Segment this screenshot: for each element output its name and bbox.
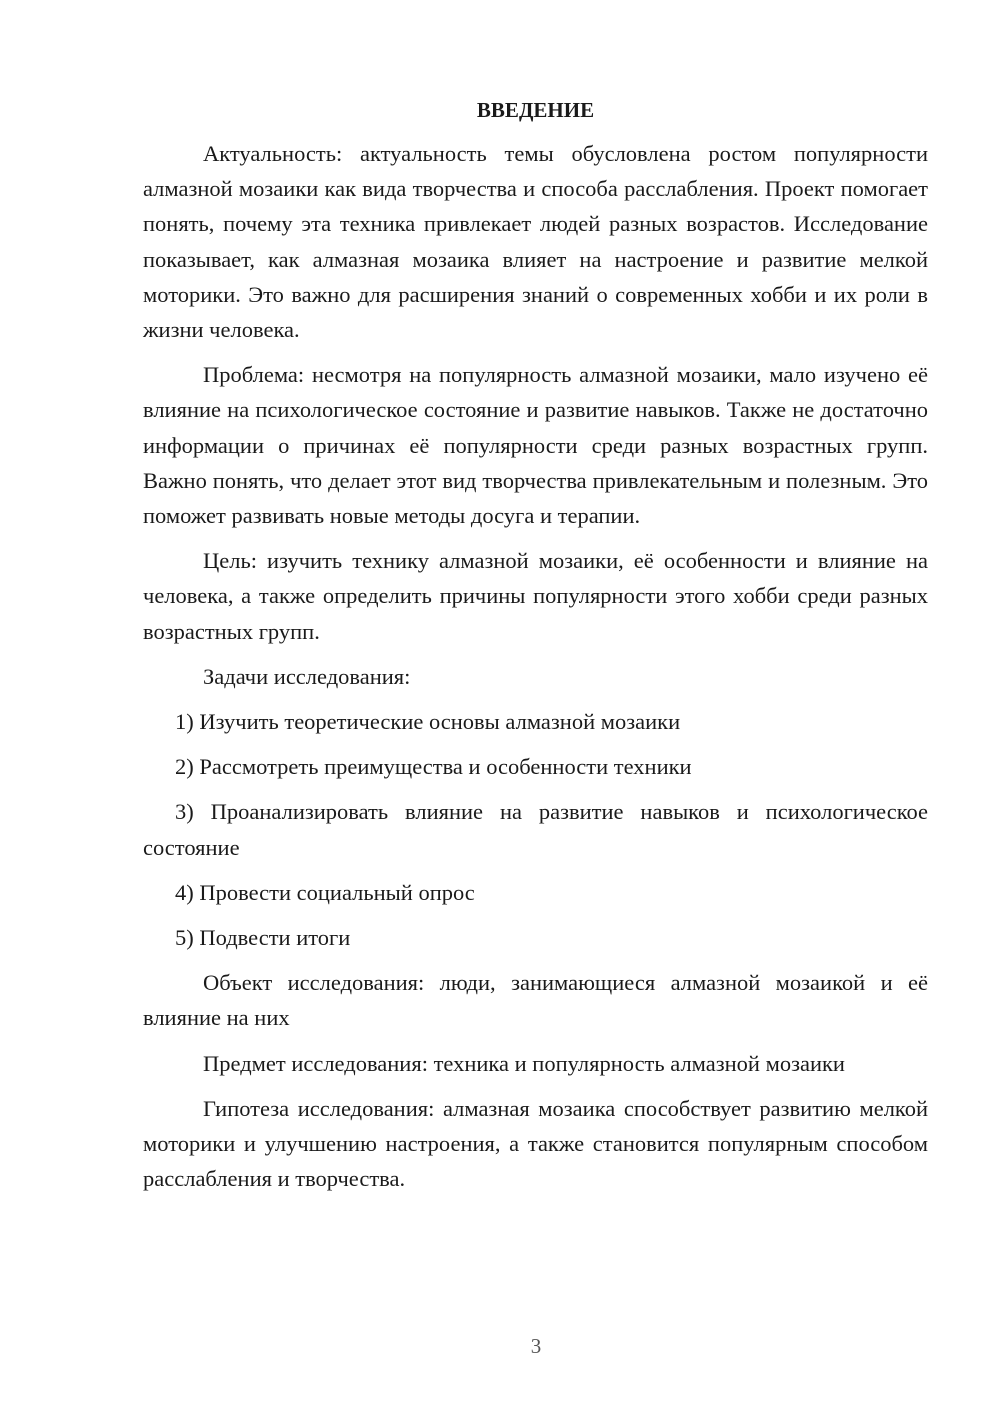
page-title: ВВЕДЕНИЕ <box>476 98 595 122</box>
page-number: 3 <box>530 1334 542 1358</box>
paragraph-object: Объект исследования: люди, занимающиеся алмазной мозаикой и её влияние на них <box>143 970 928 1031</box>
task-item-4: 4) Провести социальный опрос <box>175 879 475 905</box>
tasks-heading: Задачи исследования: <box>203 663 411 689</box>
paragraph-subject: Предмет исследования: техника и популярность алмазной мозаики <box>203 1050 845 1076</box>
paragraph-hypothesis: Гипотеза исследования: алмазная мозаика способствует развитию мелкой моторики и улучшению настроения, а также становится популярным способом расслабления и творчества. <box>143 1095 928 1192</box>
task-item-3: 3) Проанализировать влияние на развитие навыков и психологическое состояние <box>143 799 928 860</box>
task-item-1: 1) Изучить теоретические основы алмазной мозаики <box>175 709 681 735</box>
paragraph-relevance: Актуальность: актуальность темы обусловлена ростом популярности алмазной мозаики как вида творчества и способа расслабления. Проект помогает понять, почему эта техника привлекает людей разных возрастов. Исследование показывает, как алмазная мозаика влияет на настроение и развитие мелкой моторики. Это важно для расширения знаний о современных хобби и их роли в жизни человека. <box>143 141 928 343</box>
paragraph-goal: Цель: изучить технику алмазной мозаики, её особенности и влияние на человека, а также определить причины популярности этого хобби среди разных возрастных групп. <box>143 548 928 644</box>
paragraph-problem: Проблема: несмотря на популярность алмазной мозаики, мало изучено её влияние на психологическое состояние и развитие навыков. Также не достаточно информации о причинах её популярности среди разных возрастных групп. Важно понять, что делает этот вид творчества привлекательным и полезным. Это поможет развивать новые методы досуга и терапии. <box>143 362 928 529</box>
tasks-list <box>143 704 928 955</box>
task-item-5: 5) Подвести итоги <box>175 925 351 951</box>
task-item-2: 2) Рассмотреть преимущества и особенности техники <box>175 754 692 780</box>
page-content <box>143 92 928 1206</box>
